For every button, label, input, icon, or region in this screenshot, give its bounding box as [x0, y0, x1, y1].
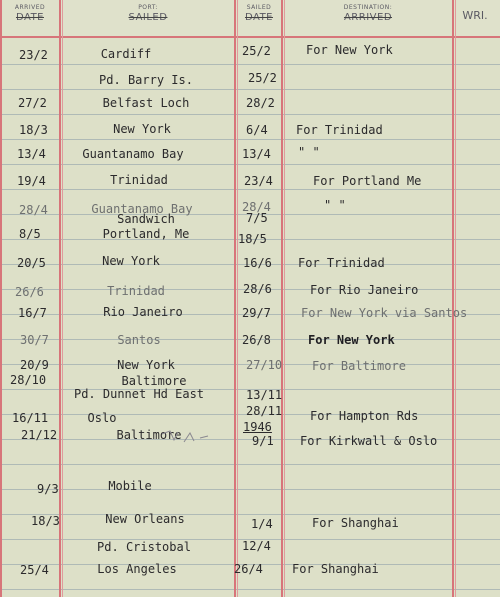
- destination: For Baltimore: [312, 359, 406, 373]
- port-name: Guantanamo Bay: [82, 147, 184, 161]
- destination: " ": [324, 198, 346, 212]
- header-wri-label: WRI.: [462, 9, 488, 22]
- arrived-date: 26/6: [15, 285, 44, 299]
- column-rule: [0, 0, 2, 597]
- header-wri: [455, 5, 495, 21]
- port-name: Pd. Barry Is.: [99, 73, 193, 87]
- column-rule: [284, 0, 285, 597]
- arrived-date: 28/4: [19, 203, 48, 217]
- port-name: Belfast Loch: [102, 96, 190, 110]
- port-name: Portland, Me: [102, 227, 190, 241]
- sailed-date: 28/6: [243, 282, 272, 296]
- destination: For New York via Santos: [301, 306, 468, 320]
- header-arrived-label: DATE: [15, 12, 44, 23]
- sailed-date: 13/11: [246, 388, 283, 402]
- arrived-date: 9/3: [37, 482, 59, 496]
- arrived-date: 21/12: [21, 428, 58, 442]
- sailed-date: 12/4: [242, 539, 271, 553]
- header-port-label: SAILED: [128, 12, 168, 23]
- header-sailed-caption: SAILED: [246, 4, 272, 11]
- arrived-date: 13/4: [17, 147, 46, 161]
- column-rule: [281, 0, 283, 597]
- destination: " ": [298, 145, 320, 159]
- destination: For Trinidad: [296, 123, 383, 137]
- sailed-date: 7/5: [246, 211, 268, 225]
- arrived-date: 23/2: [19, 48, 48, 62]
- port-name: Baltimore: [116, 428, 182, 442]
- sailed-date: 25/2: [242, 44, 271, 58]
- sailed-date: 23/4: [244, 174, 273, 188]
- year-note: 1946: [243, 420, 272, 434]
- arrived-date: 20/5: [17, 256, 46, 270]
- port-name: Cardiff: [100, 47, 152, 61]
- port-name: Pd. Dunnet Hd East: [73, 387, 205, 401]
- header-destination: [284, 5, 452, 23]
- column-rule: [452, 0, 454, 597]
- sailed-date: 28/11: [246, 404, 283, 418]
- header-arrived-date: [2, 5, 58, 23]
- port-name: New York: [113, 122, 171, 136]
- arrived-date: 27/2: [18, 96, 47, 110]
- sailed-date: 28/4: [242, 200, 271, 214]
- column-rule: [455, 0, 456, 597]
- destination: For Shanghai: [312, 516, 399, 530]
- sailed-date: 18/5: [238, 232, 267, 246]
- arrived-date: 28/10: [10, 373, 47, 387]
- destination: For Trinidad: [298, 256, 385, 270]
- sailed-date: 6/4: [246, 123, 268, 137]
- destination: For Rio Janeiro: [310, 283, 419, 297]
- port-name: Trinidad: [107, 284, 165, 298]
- sailed-date: 26/8: [242, 333, 271, 347]
- column-rule: [237, 0, 238, 597]
- sailed-date: 1/4: [251, 517, 273, 531]
- arrived-date: 18/3: [19, 123, 48, 137]
- arrived-date: 19/4: [17, 174, 46, 188]
- destination: For Portland Me: [313, 174, 422, 188]
- column-rule: [62, 0, 63, 597]
- arrived-date: 18/3: [31, 514, 60, 528]
- column-rule: [59, 0, 61, 597]
- header-sailed-date: [237, 5, 281, 23]
- sailed-date: 27/10: [246, 358, 283, 372]
- port-name: Los Angeles: [97, 562, 177, 576]
- sailed-date: 29/7: [242, 306, 271, 320]
- pencil-scribble: [160, 428, 212, 446]
- arrived-date: 16/7: [18, 306, 47, 320]
- column-rule: [234, 0, 236, 597]
- header-rule: [0, 36, 500, 38]
- port-name: Mobile: [108, 479, 152, 493]
- port-name: Trinidad: [110, 173, 168, 187]
- sailed-date: 9/1: [252, 434, 274, 448]
- destination: For Shanghai: [292, 562, 379, 576]
- arrived-date: 30/7: [20, 333, 49, 347]
- header-port-caption: PORT:: [138, 4, 158, 11]
- destination: For Hampton Rds: [310, 409, 419, 423]
- arrived-date: 16/11: [12, 411, 49, 425]
- sailed-date: 13/4: [242, 147, 271, 161]
- sailed-date: 26/4: [234, 562, 263, 576]
- port-name: New York: [117, 358, 175, 372]
- header-port: [62, 5, 234, 23]
- port-name: Santos: [117, 333, 161, 347]
- header-destination-label: ARRIVED: [343, 12, 393, 23]
- port-name: Pd. Cristobal: [97, 540, 191, 554]
- port-name: Baltimore: [121, 374, 187, 388]
- header-destination-caption: DESTINATION:: [343, 4, 393, 11]
- destination: For New York: [308, 333, 395, 347]
- header-arrived-caption: ARRIVED: [14, 4, 46, 11]
- port-name: Rio Janeiro: [103, 305, 183, 319]
- sailed-date: 25/2: [248, 71, 277, 85]
- port-name: New Orleans: [105, 512, 185, 526]
- sailed-date: 16/6: [243, 256, 272, 270]
- sailed-date: 28/2: [246, 96, 275, 110]
- port-name: Guantanamo Bay: [91, 202, 193, 216]
- destination: For New York: [306, 43, 393, 57]
- arrived-date: 25/4: [20, 563, 49, 577]
- destination: For Kirkwall & Oslo: [300, 434, 438, 448]
- arrived-date: 20/9: [20, 358, 49, 372]
- arrived-date: 8/5: [19, 227, 41, 241]
- port-name: Oslo: [87, 411, 117, 425]
- port-name: New York: [102, 254, 160, 268]
- port-name: Sandwich: [117, 212, 175, 226]
- header-sailed-label: DATE: [244, 12, 273, 23]
